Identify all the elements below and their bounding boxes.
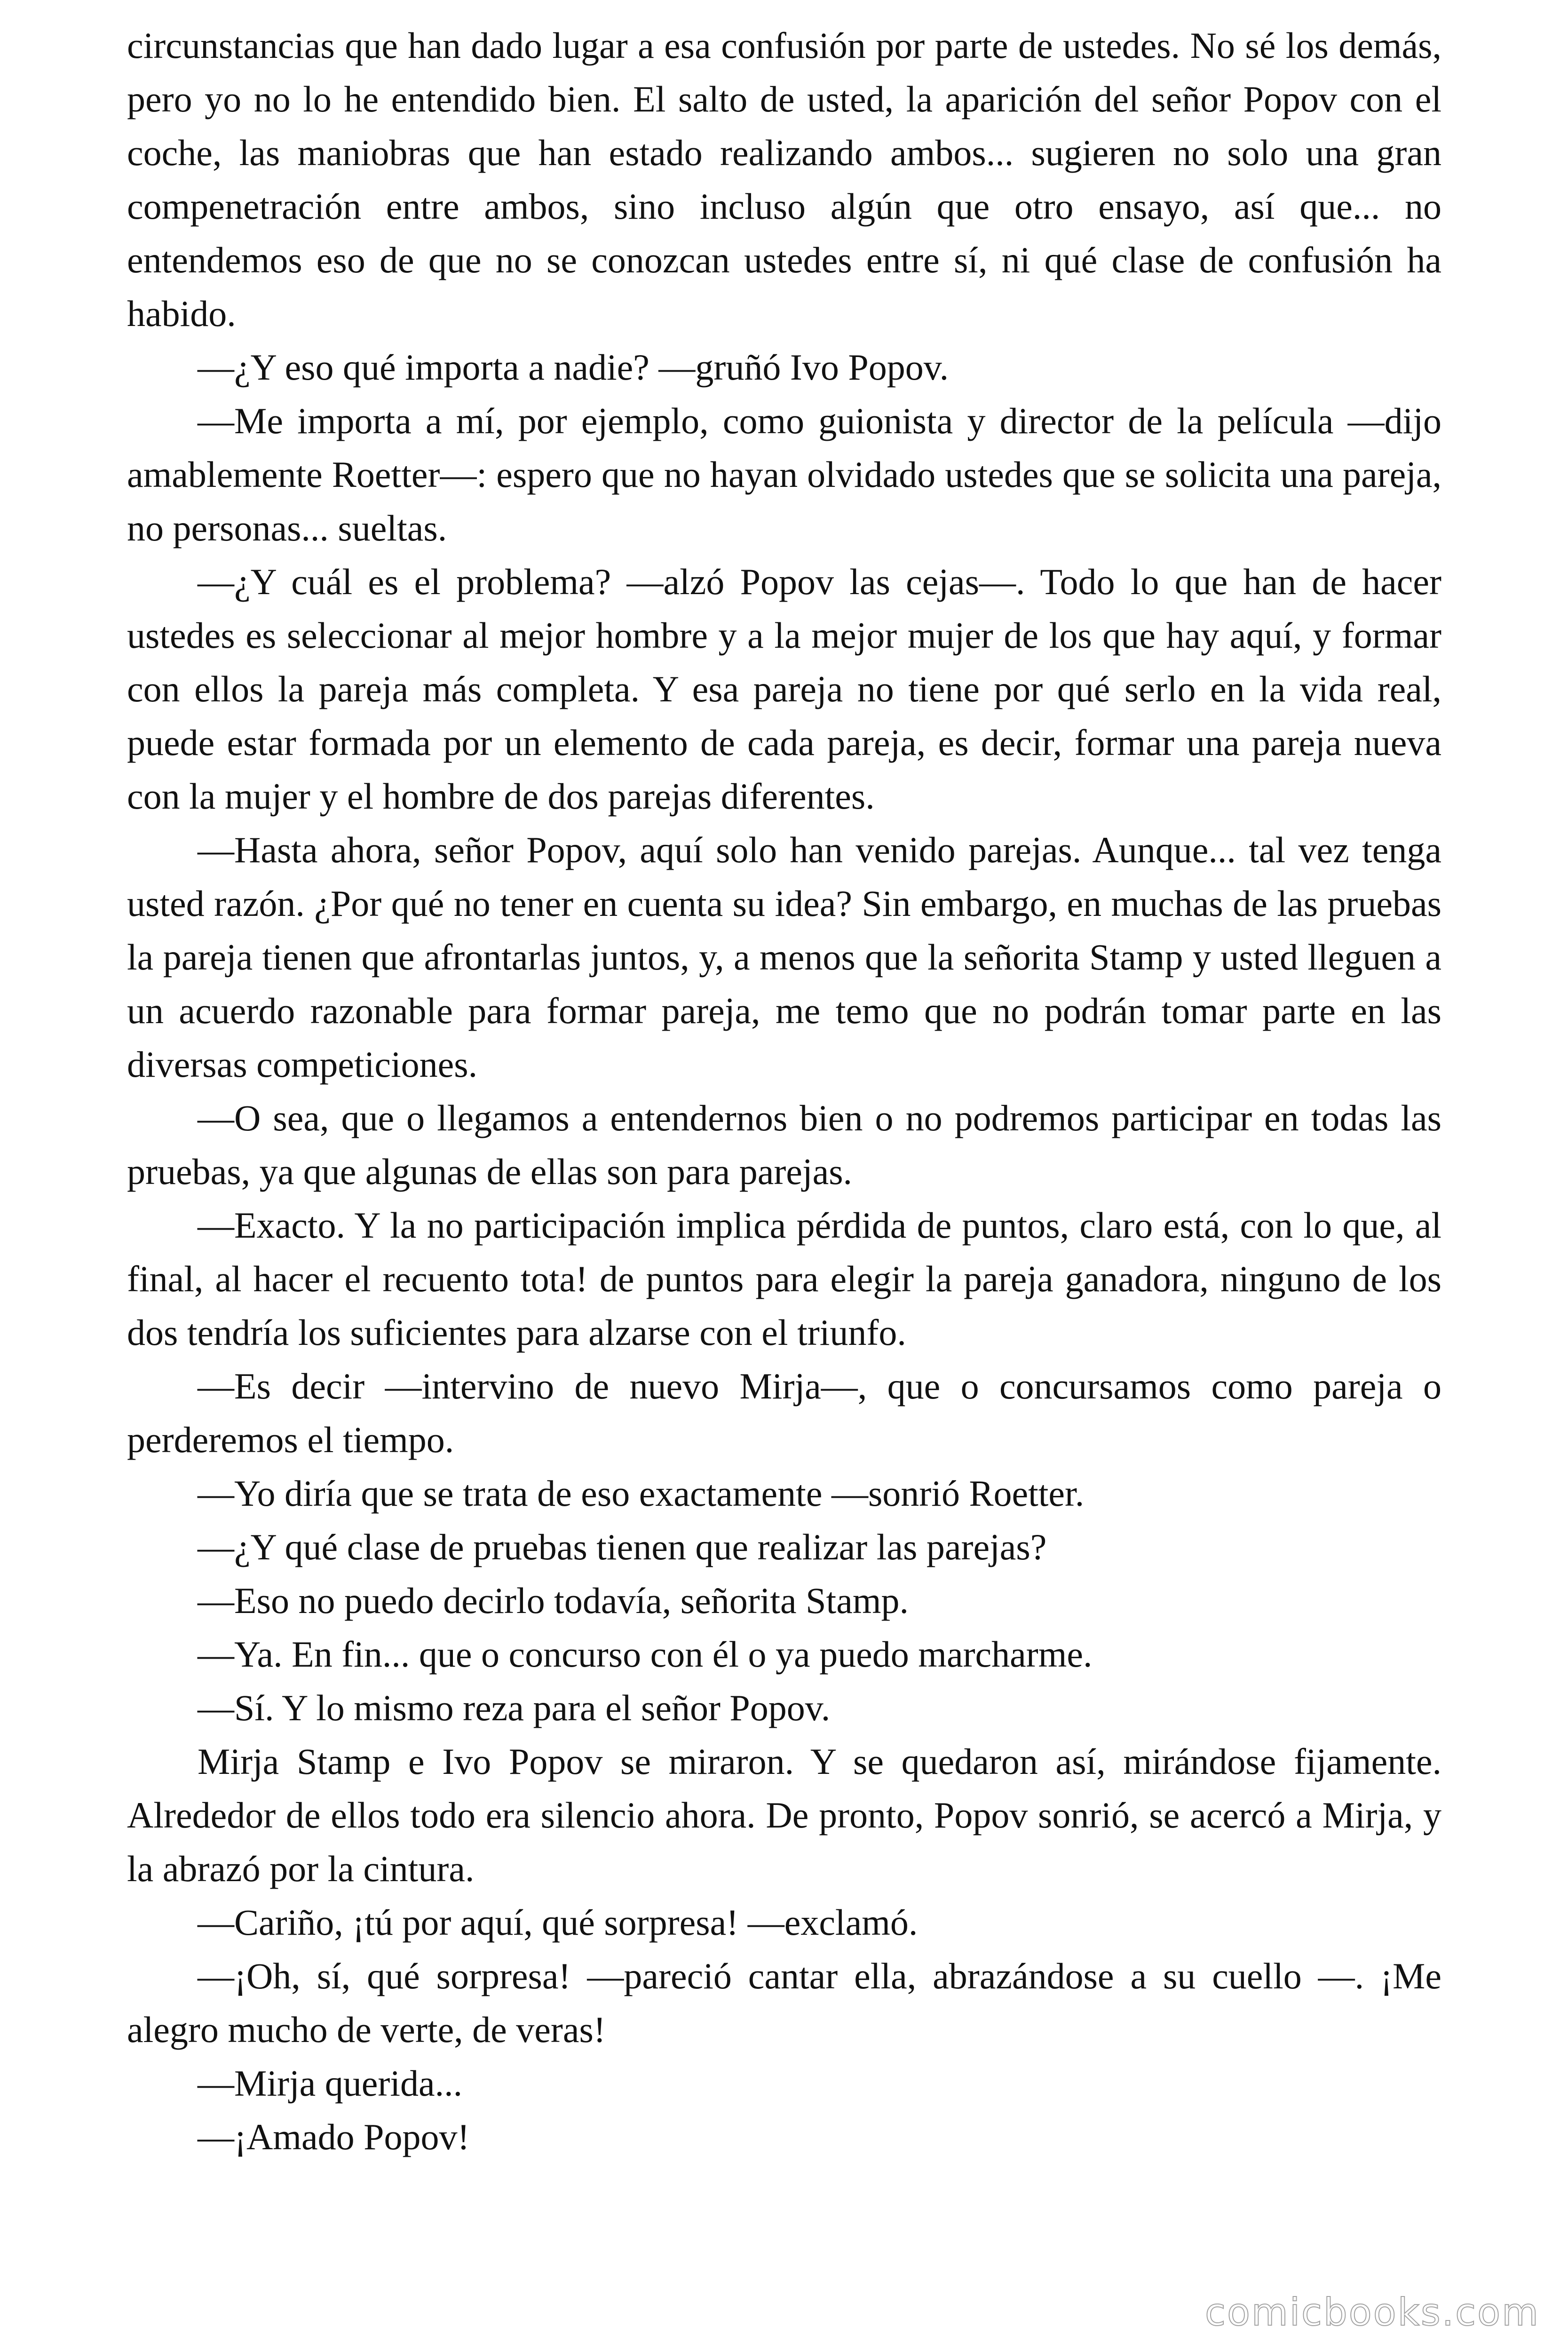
- paragraph-5: —Hasta ahora, señor Popov, aquí solo han venido parejas. Aunque... tal vez tenga usted razón. ¿Por qué no tener en cuenta su idea? Sin embargo, en muchas de las pruebas la pareja tienen que afrontarlas juntos, y, a menos que la señorita Stamp y usted lleguen a un acuerdo razonable para formar pareja, me temo que no podrán tomar parte en las diversas competiciones.: [127, 829, 1441, 1085]
- paragraph-12: —Ya. En fin... que o concurso con él o ya puedo marcharme.: [198, 1634, 1093, 1675]
- paragraph-8: —Es decir —intervino de nuevo Mirja—, que o concursamos como pareja o perderemos el tiempo.: [127, 1366, 1441, 1460]
- paragraph-14: Mirja Stamp e Ivo Popov se miraron. Y se quedaron así, mirándose fijamente. Alrededor de ellos todo era silencio ahora. De pronto, Popov sonrió, se acercó a Mirja, y la abrazó por la cintura.: [127, 1741, 1441, 1889]
- watermark: comicbooks.com: [1204, 2290, 1540, 2334]
- paragraph-18: —¡Amado Popov!: [198, 2116, 470, 2157]
- paragraph-16: —¡Oh, sí, qué sorpresa! —pareció cantar ella, abrazándose a su cuello —. ¡Me alegro mucho de verte, de veras!: [127, 1955, 1441, 2050]
- paragraph-10: —¿Y qué clase de pruebas tienen que realizar las parejas?: [198, 1526, 1047, 1567]
- paragraph-6: —O sea, que o llegamos a entendernos bien o no podremos participar en todas las pruebas, ya que algunas de ellas son para parejas.: [127, 1097, 1441, 1192]
- paragraph-2: —¿Y eso qué importa a nadie? —gruñó Ivo Popov.: [198, 347, 949, 388]
- paragraph-17: —Mirja querida...: [198, 2063, 463, 2104]
- paragraph-13: —Sí. Y lo mismo reza para el señor Popov.: [198, 1687, 831, 1728]
- paragraph-11: —Eso no puedo decirlo todavía, señorita Stamp.: [198, 1580, 909, 1621]
- page-text: [127, 19, 1441, 2164]
- paragraph-4: —¿Y cuál es el problema? —alzó Popov las cejas—. Todo lo que han de hacer ustedes es seleccionar al mejor hombre y a la mejor mujer de los que hay aquí, y formar con ellos la pareja más completa. Y esa pareja no tiene por qué serlo en la vida real, puede estar formada por un elemento de cada pareja, es decir, formar una pareja nueva con la mujer y el hombre de dos parejas diferentes.: [127, 561, 1441, 817]
- paragraph-3: —Me importa a mí, por ejemplo, como guionista y director de la película —dijo amablemente Roetter—: espero que no hayan olvidado ustedes que se solicita una pareja, no personas... sueltas.: [127, 400, 1441, 548]
- paragraph-15: —Cariño, ¡tú por aquí, qué sorpresa! —exclamó.: [198, 1902, 918, 1943]
- paragraph-1: circunstancias que han dado lugar a esa confusión por parte de ustedes. No sé los demás, pero yo no lo he entendido bien. El salto de usted, la aparición del señor Popov con el coche, las maniobras que han estado realizando ambos... sugieren no solo una gran compenetración entre ambos, sino incluso algún que otro ensayo, así que... no entendemos eso de que no se conozcan ustedes entre sí, ni qué clase de confusión ha habido.: [127, 25, 1441, 334]
- paragraph-9: —Yo diría que se trata de eso exactamente —sonrió Roetter.: [198, 1473, 1085, 1514]
- paragraph-7: —Exacto. Y la no participación implica pérdida de puntos, claro está, con lo que, al final, al hacer el recuento tota! de puntos para elegir la pareja ganadora, ninguno de los dos tendría los suficientes para alzarse con el triunfo.: [127, 1205, 1441, 1353]
